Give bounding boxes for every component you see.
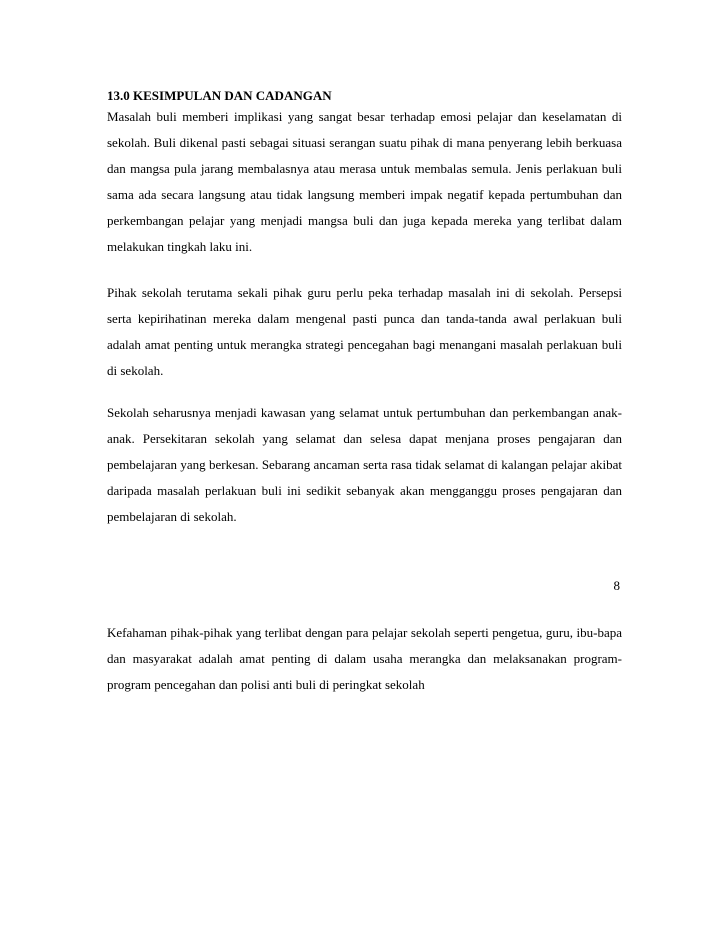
paragraph-1: Masalah buli memberi implikasi yang sangat besar terhadap emosi pelajar dan keselamatan di sekolah. Buli dikenal pasti sebagai situasi serangan suatu pihak di mana penyerang lebih berkuasa dan mangsa pula jarang membalasnya atau merasa untuk membalas semula. Jenis perlakuan buli sama ada secara langsung atau tidak langsung memberi impak negatif kepada pertumbuhan dan perkembangan pelajar yang menjadi mangsa buli dan juga kepada mereka yang terlibat dalam melakukan tingkah laku ini. xyxy=(107,109,622,254)
page-number: 8 xyxy=(613,578,620,593)
section-heading: 13.0 KESIMPULAN DAN CADANGAN xyxy=(107,88,332,103)
paragraph-3: Sekolah seharusnya menjadi kawasan yang selamat untuk pertumbuhan dan perkembangan anak-anak. Persekitaran sekolah yang selamat dan selesa dapat menjana proses pengajaran dan pembelajaran yang berkesan. Sebarang ancaman serta rasa tidak selamat di kalangan pelajar akibat daripada masalah perlakuan buli ini sedikit sebanyak akan mengganggu proses pengajaran dan pembelajaran di sekolah. xyxy=(107,405,622,524)
paragraph-2: Pihak sekolah terutama sekali pihak guru perlu peka terhadap masalah ini di sekolah. Persepsi serta kepirihatinan mereka dalam mengenal pasti punca dan tanda-tanda awal perlakuan buli adalah amat penting untuk merangka strategi pencegahan bagi menangani masalah perlakuan buli di sekolah. xyxy=(107,285,622,378)
paragraph-4: Kefahaman pihak-pihak yang terlibat dengan para pelajar sekolah seperti pengetua, guru, ibu-bapa dan masyarakat adalah amat penting di dalam usaha merangka dan melaksanakan program-program pencegahan dan polisi anti buli di peringkat sekolah xyxy=(107,625,622,692)
